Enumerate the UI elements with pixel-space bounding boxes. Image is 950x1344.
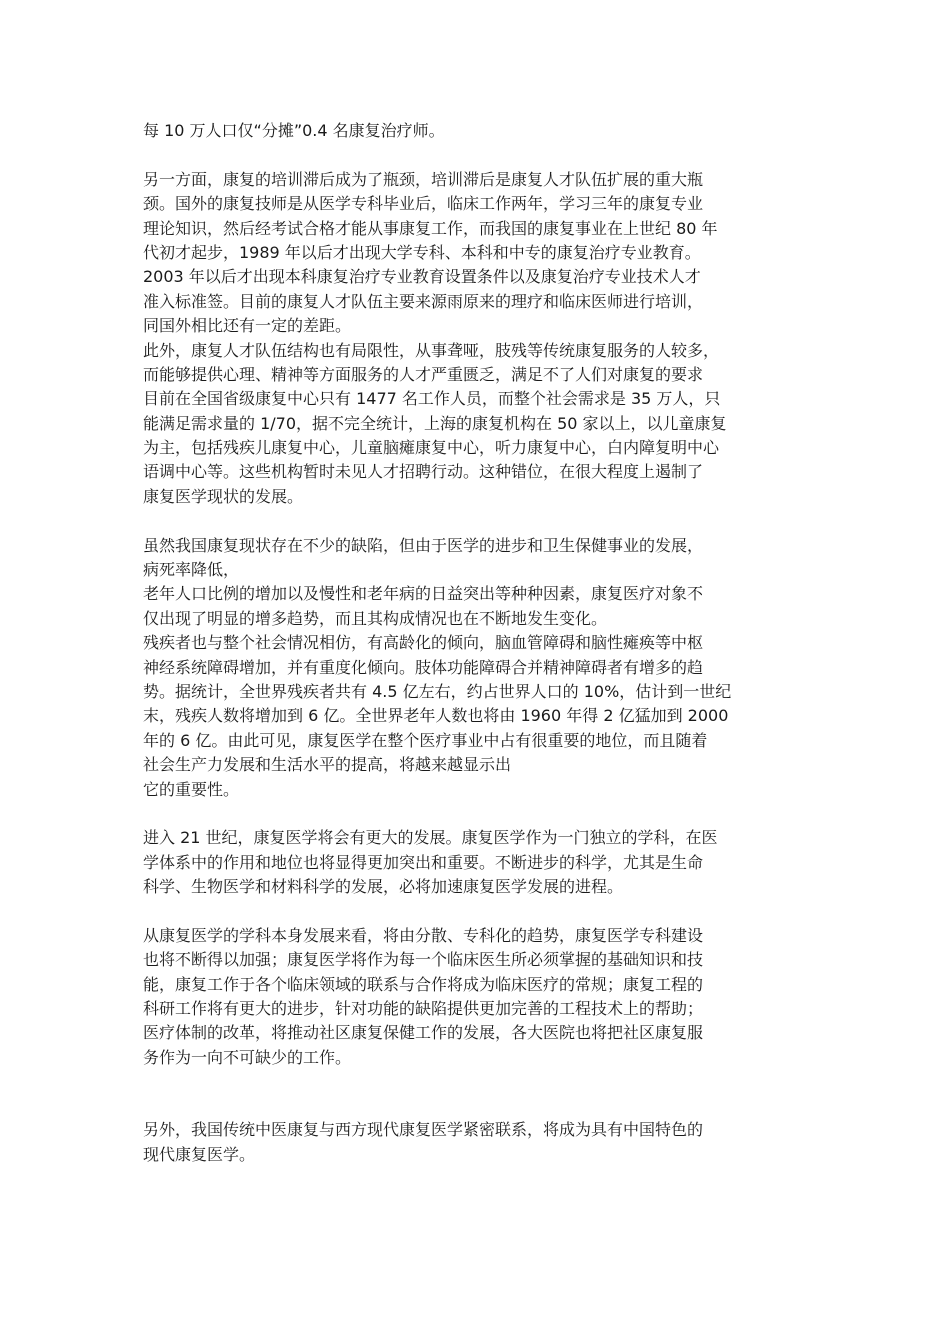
text-line: 年的 6 亿。由此可见，康复医学在整个医疗事业中占有很重要的地位，而且随着 bbox=[143, 730, 708, 750]
text-line: 理论知识，然后经考试合格才能从事康复工作，而我国的康复事业在上世纪 80 年 bbox=[143, 218, 718, 238]
text-line: 2003 年以后才出现本科康复治疗专业教育设置条件以及康复治疗专业技术人才 bbox=[143, 267, 701, 287]
text-line: 也将不断得以加强；康复医学将作为每一个临床医生所必须掌握的基础知识和技 bbox=[143, 950, 704, 970]
text-line: 为主，包括残疾儿康复中心，儿童脑瘫康复中心，听力康复中心，白内障复明中心 bbox=[143, 438, 720, 458]
text-line: 神经系统障碍增加，并有重度化倾向。肢体功能障碍合并精神障碍者有增多的趋 bbox=[143, 657, 704, 677]
text-line: 每 10 万人口仅“分摊”0.4 名康复治疗师。 bbox=[143, 121, 445, 140]
paragraph-4 bbox=[143, 534, 813, 583]
paragraph-1 bbox=[143, 119, 813, 143]
text-line: 务作为一向不可缺少的工作。 bbox=[143, 1047, 352, 1067]
text-line: 老年人口比例的增加以及慢性和老年病的日益突出等种种因素，康复医疗对象不 bbox=[143, 584, 704, 604]
paragraph-9 bbox=[143, 924, 813, 1070]
text-line: 现代康复医学。 bbox=[143, 1144, 256, 1164]
text-line: 科学、生物医学和材料科学的发展，必将加速康复医学发展的进程。 bbox=[143, 877, 624, 897]
text-line: 仅出现了明显的增多趋势，而且其构成情况也在不断地发生变化。 bbox=[143, 608, 608, 628]
text-line: 能满足需求量的 1/70，据不完全统计，上海的康复机构在 50 家以上，以儿童康复 bbox=[143, 413, 727, 433]
text-line: 康复医学现状的发展。 bbox=[143, 486, 304, 506]
text-line: 医疗体制的改革，将推动社区康复保健工作的发展，各大医院也将把社区康复服 bbox=[143, 1023, 704, 1043]
text-line: 颈。国外的康复技师是从医学专科毕业后，临床工作两年，学习三年的康复专业 bbox=[143, 194, 704, 214]
text-line: 语调中心等。这些机构暂时未见人才招聘行动。这种错位，在很大程度上遏制了 bbox=[143, 462, 704, 482]
text-line: 准入标准签。目前的康复人才队伍主要来源雨原来的理疗和临床医师进行培训， bbox=[143, 291, 704, 311]
text-line: 末，残疾人数将增加到 6 亿。全世界老年人数也将由 1960 年得 2 亿猛加到 2000 bbox=[143, 706, 729, 726]
text-line: 进入 21 世纪，康复医学将会有更大的发展。康复医学作为一门独立的学科，在医 bbox=[143, 828, 718, 848]
paragraph-5 bbox=[143, 582, 813, 631]
text-line: 科研工作将有更大的进步，针对功能的缺陷提供更加完善的工程技术上的帮助； bbox=[143, 999, 704, 1019]
text-line: 残疾者也与整个社会情况相仿，有高龄化的倾向，脑血管障碍和脑性瘫痪等中枢 bbox=[143, 633, 704, 653]
text-line: 它的重要性。 bbox=[143, 779, 240, 799]
text-line: 另一方面，康复的培训滞后成为了瓶颈，培训滞后是康复人才队伍扩展的重大瓶 bbox=[143, 169, 704, 189]
paragraph-2 bbox=[143, 168, 813, 339]
paragraph-8 bbox=[143, 826, 813, 899]
text-line: 病死率降低， bbox=[143, 560, 240, 580]
text-line: 代初才起步，1989 年以后才出现大学专科、本科和中专的康复治疗专业教育。 bbox=[143, 242, 701, 262]
text-line: 学体系中的作用和地位也将显得更加突出和重要。不断进步的科学，尤其是生命 bbox=[143, 852, 704, 872]
text-line: 从康复医学的学科本身发展来看，将由分散、专科化的趋势，康复医学专科建设 bbox=[143, 925, 704, 945]
paragraph-7 bbox=[143, 778, 813, 802]
text-line: 另外，我国传统中医康复与西方现代康复医学紧密联系，将成为具有中国特色的 bbox=[143, 1120, 704, 1140]
text-line: 目前在全国省级康复中心只有 1477 名工作人员，而整个社会需求是 35 万人，只 bbox=[143, 389, 721, 409]
text-line: 社会生产力发展和生活水平的提高，将越来越显示出 bbox=[143, 755, 512, 775]
paragraph-10 bbox=[143, 1118, 813, 1167]
paragraph-6 bbox=[143, 631, 813, 777]
document-page bbox=[143, 119, 813, 1167]
text-line: 虽然我国康复现状存在不少的缺陷，但由于医学的进步和卫生保健事业的发展， bbox=[143, 535, 704, 555]
paragraph-3 bbox=[143, 339, 813, 510]
text-line: 此外，康复人才队伍结构也有局限性，从事聋哑，肢残等传统康复服务的人较多， bbox=[143, 340, 720, 360]
text-line: 而能够提供心理、精神等方面服务的人才严重匮乏，满足不了人们对康复的要求 bbox=[143, 364, 704, 384]
text-line: 能，康复工作于各个临床领域的联系与合作将成为临床医疗的常规；康复工程的 bbox=[143, 974, 704, 994]
text-line: 势。据统计，全世界残疾者共有 4.5 亿左右，约占世界人口的 10%，估计到一世纪 bbox=[143, 681, 732, 701]
text-line: 同国外相比还有一定的差距。 bbox=[143, 316, 352, 336]
